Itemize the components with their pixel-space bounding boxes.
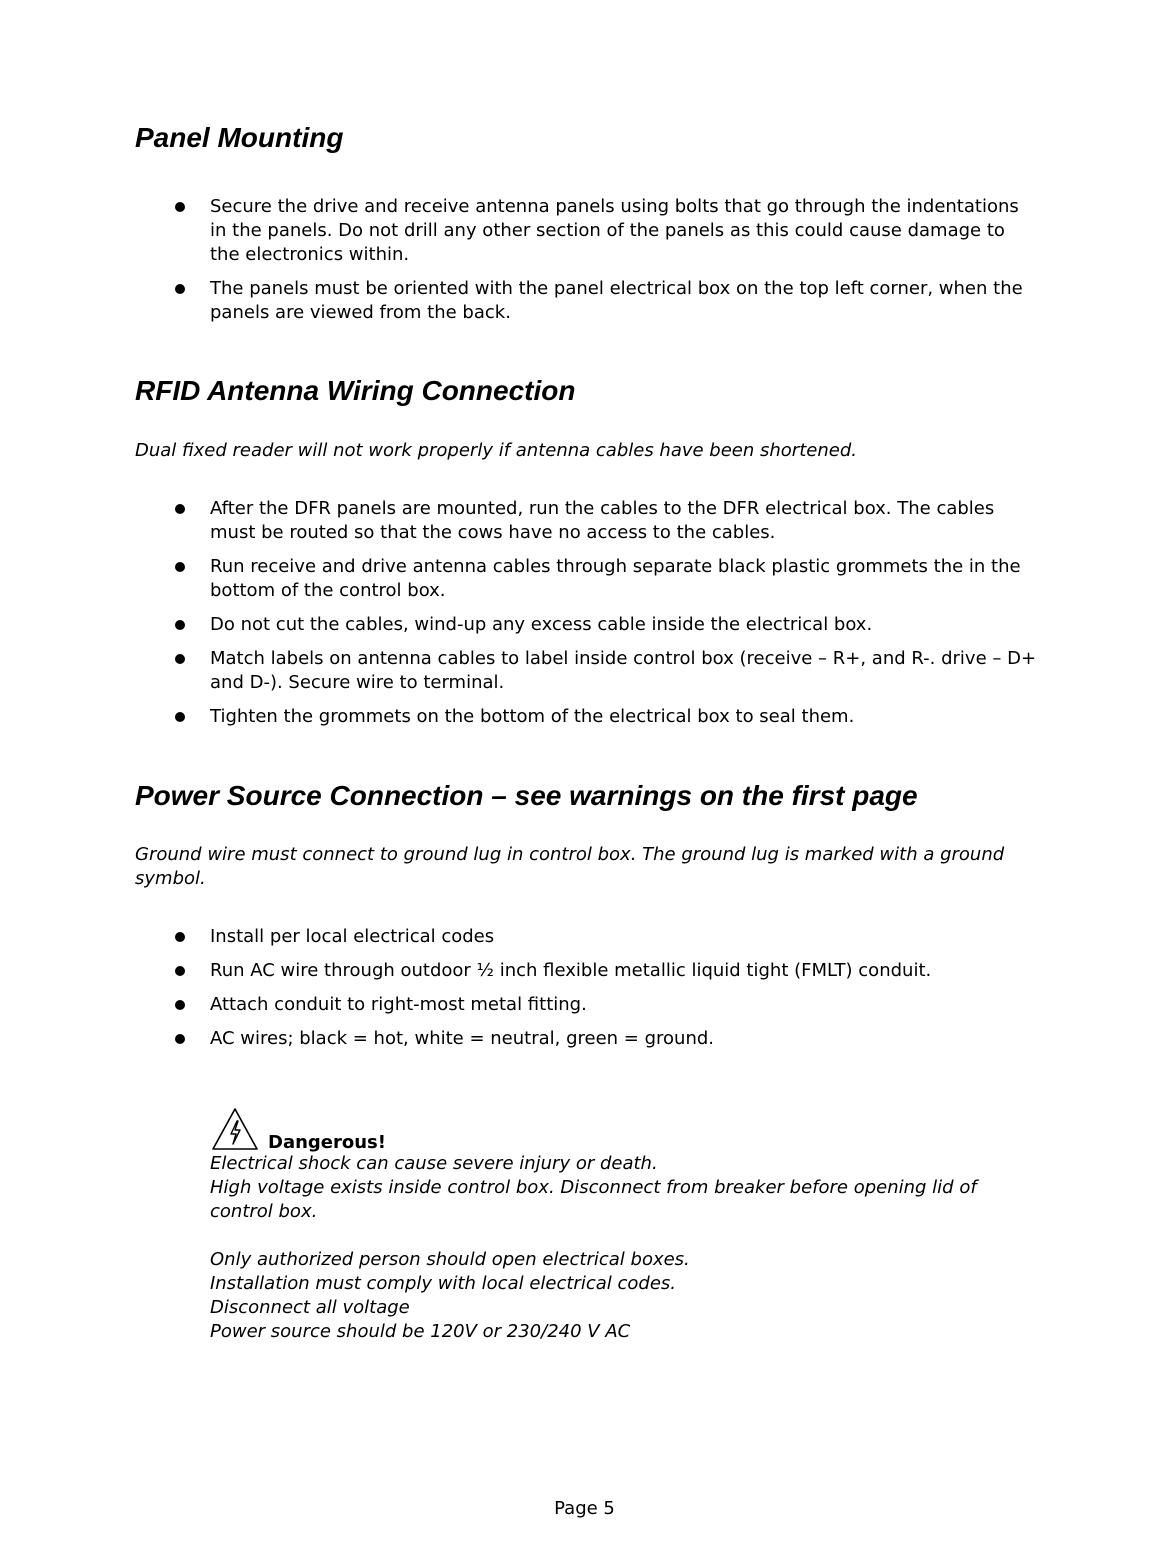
warning-line: Only authorized person should open electrical boxes. [210,1249,690,1270]
rfid-wiring-list [170,497,1040,739]
danger-warning [210,1100,1040,1344]
list-item [170,613,1040,637]
warning-title: Dangerous! [268,1132,386,1153]
list-item [170,647,1040,695]
bullet-icon [175,562,185,572]
warning-line: Installation must comply with local electrical codes. [210,1273,676,1294]
bullet-icon [175,654,185,664]
rfid-wiring-note: Dual fixed reader will not work properly if antenna cables have been shortened. [135,440,857,461]
list-item [170,277,1040,325]
list-item [170,925,1040,949]
bullet-icon [175,966,185,976]
list-item-text: Install per local electrical codes [210,926,495,947]
list-item-text: After the DFR panels are mounted, run the cables to the DFR electrical box. The cables must be routed so that the cows have no access to the cables. [210,498,995,543]
warning-line: High voltage exists inside control box. Disconnect from breaker before opening lid of control box. [210,1177,977,1222]
bullet-icon [175,620,185,630]
list-item-text: Do not cut the cables, wind-up any excess cable inside the electrical box. [210,614,873,635]
list-item [170,497,1040,545]
warning-header [210,1100,1040,1152]
list-item [170,993,1040,1017]
list-item [170,555,1040,603]
list-item-text: Match labels on antenna cables to label inside control box (receive – R+, and R-. drive – D+ and D-). Secure wire to terminal. [210,648,1037,693]
power-source-heading: Power Source Connection – see warnings on the first page [135,780,918,811]
bullet-icon [175,504,185,514]
rfid-wiring-heading: RFID Antenna Wiring Connection [135,375,576,406]
bullet-icon [175,202,185,212]
high-voltage-warning-icon [210,1106,260,1152]
list-item [170,959,1040,983]
panel-mounting-heading: Panel Mounting [135,122,344,153]
list-item-text: Run receive and drive antenna cables through separate black plastic grommets the in the bottom of the control box. [210,556,1021,601]
panel-mounting-list [170,195,1040,335]
bullet-icon [175,932,185,942]
power-source-list [170,925,1040,1061]
bullet-icon [175,1034,185,1044]
power-source-note: Ground wire must connect to ground lug in control box. The ground lug is marked with a ground symbol. [135,844,1005,889]
list-item [170,195,1040,267]
bullet-icon [175,712,185,722]
warning-line: Electrical shock can cause severe injury or death. [210,1153,658,1174]
list-item-text: Attach conduit to right-most metal fitting. [210,994,587,1015]
list-item [170,705,1040,729]
list-item-text: Run AC wire through outdoor ½ inch flexible metallic liquid tight (FMLT) conduit. [210,960,932,981]
list-item [170,1027,1040,1051]
warning-line: Power source should be 120V or 230/240 V AC [210,1321,631,1342]
bullet-icon [175,1000,185,1010]
warning-spacer [210,1224,1040,1248]
warning-line: Disconnect all voltage [210,1297,410,1318]
list-item-text: Secure the drive and receive antenna panels using bolts that go through the indentations in the panels. Do not drill any other section of the panels as this could cause damage to the electronics within. [210,196,1019,265]
bullet-icon [175,284,185,294]
list-item-text: The panels must be oriented with the panel electrical box on the top left corner, when the panels are viewed from the back. [210,278,1023,323]
page-number: Page 5 [554,1498,615,1519]
list-item-text: AC wires; black = hot, white = neutral, green = ground. [210,1028,715,1049]
list-item-text: Tighten the grommets on the bottom of the electrical box to seal them. [210,706,855,727]
